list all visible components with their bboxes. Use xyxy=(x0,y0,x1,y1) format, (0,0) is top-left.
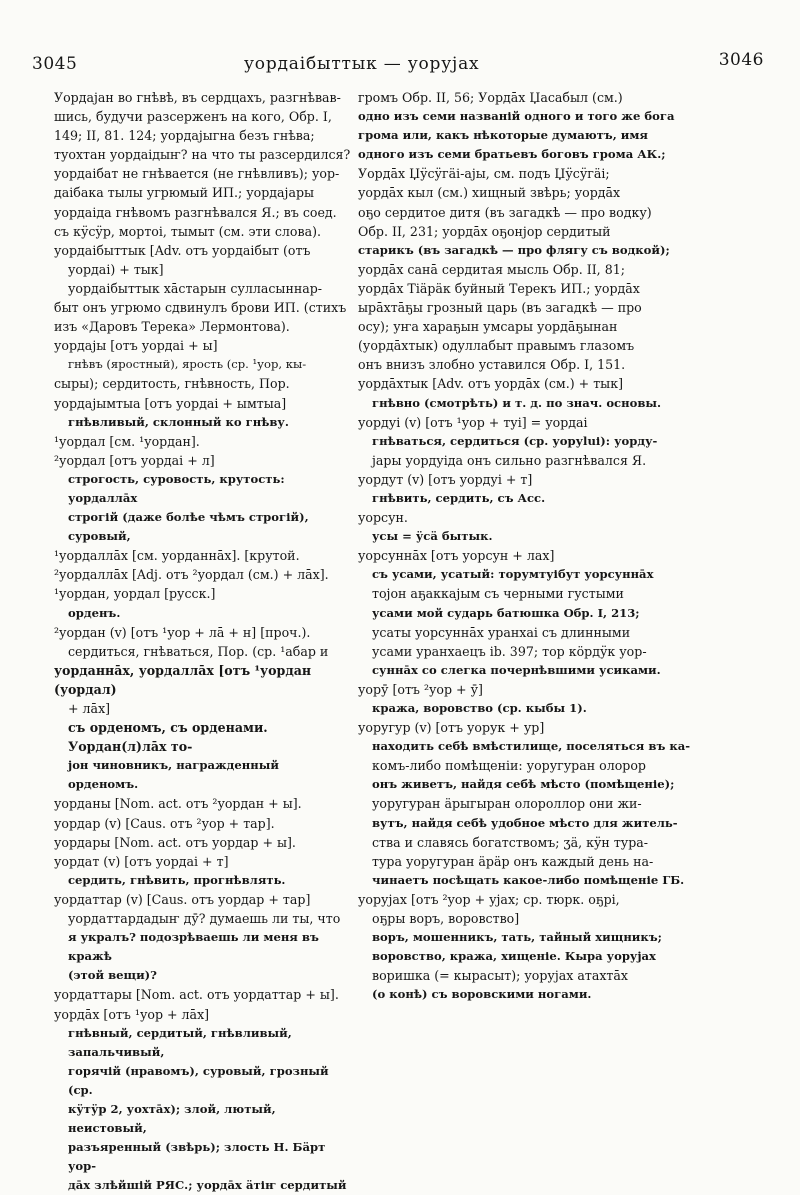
right-line: Обр. II, 231; уордāх оҕонjор сердитый xyxy=(358,223,611,239)
left-line: даібака тылы угрюмый ИП.; уордаjары xyxy=(54,185,315,201)
left-line: уордаттардадыҥ дӯ? думаешь ли ты, что xyxy=(68,911,341,927)
right-line: съ усами, усатый: торумтуібут уорсуннāх xyxy=(372,567,654,582)
right-page-number: 3046 xyxy=(718,50,764,70)
left-line: сердиться, гнѣваться, Пор. (ср. ¹абар и xyxy=(68,643,329,659)
right-line: гнѣвить, сердить, съ Асс. xyxy=(372,490,546,505)
left-line: съ кӱсӱр, мортоі, тымыт (см. эти слова). xyxy=(54,223,322,239)
left-line: я укралъ? подозрѣваешь ли меня въ кражѣ xyxy=(68,930,319,964)
right-line: тура уоругуран äрäр онъ каждый день на- xyxy=(372,853,654,869)
right-line: (о конѣ) съ воровскими ногами. xyxy=(372,987,592,1002)
right-line: усами уранхаецъ ib. 397; тор кӧрдӱк уор- xyxy=(372,643,647,659)
headword-line: уоруjах [отъ ²уор + уjах; ср. тюрк. оҕрі, xyxy=(358,891,620,907)
headword-line: уордат (v) [отъ уордаі + т] xyxy=(54,853,229,869)
headword-line: уорданнāх, уордаллāх [отъ ¹уордан (уордал) xyxy=(54,662,312,697)
right-line: осу); уҥа хараҕын умсары уордāҕынан xyxy=(358,319,618,335)
right-line: громъ Обр. II, 56; Уордāх Џасабыл (см.) xyxy=(358,90,623,105)
left-line: 149; II, 81. 124; уордаjыгна безъ гнѣва; xyxy=(54,128,315,144)
headword-line: ¹уордаллāх [см. уорданнāх]. [крутой. xyxy=(54,548,300,564)
left-line: (этой вещи)? xyxy=(68,968,157,983)
left-line: сыры); сердитость, гнѣвность, Пор. xyxy=(54,376,290,392)
right-line: уордāх санā сердитая мысль Обр. II, 81; xyxy=(358,261,625,277)
right-line: воровство, кража, хищеніе. Кыра уоруjах xyxy=(372,949,656,964)
left-line: изъ «Даровъ Терека» Лермонтова). xyxy=(54,319,290,335)
running-title: уордаібыттык — уоруjах xyxy=(244,54,480,74)
right-line: суннāх со слегка почернѣвшими усиками. xyxy=(372,662,661,677)
right-line: гнѣвно (смотрѣть) и т. д. по знач. основы. xyxy=(372,395,662,410)
right-line: оҕры воръ, воровство] xyxy=(372,911,520,927)
left-line: съ орденомъ, съ орденами. Уордан(л)лāх то- xyxy=(68,720,268,755)
right-line: jары уордуіда онъ сильно разгнѣвался Я. xyxy=(372,452,647,468)
headword-line: уордāх [отъ ¹уор + лāх] xyxy=(54,1006,210,1022)
headword-line: уордаттары [Nom. act. отъ уордаттар + ы]. xyxy=(54,987,339,1003)
right-column xyxy=(358,88,748,1005)
headword-line: уордаjымтыа [отъ уордаі + ымтыа] xyxy=(54,395,287,411)
right-line: оҕо сердитое дитя (въ загадкѣ — про водку) xyxy=(358,204,652,220)
right-line: уоругуран äрыгыран олороллор они жи- xyxy=(372,796,642,812)
right-line: онъ внизъ злобно уставился Обр. I, 151. xyxy=(358,357,626,373)
right-line: комъ-либо помѣщеніи: уоругуран олорор xyxy=(372,758,646,774)
left-page-number: 3045 xyxy=(32,54,78,74)
left-line: уордаібыттык хāстарын сулласыннар- xyxy=(68,280,323,296)
right-line: ства и славясь богатствомъ; ӡä, кӱн тура- xyxy=(372,834,649,850)
left-line: сердить, гнѣвить, прогнѣвлять. xyxy=(68,872,286,887)
headword-line: уорӯ [отъ ²уор + ӯ] xyxy=(358,681,483,697)
right-line: тоjон аҕаккаjым съ черными густыми xyxy=(372,586,624,602)
left-line: строгость, суровость, крутость: уордаллāх xyxy=(68,471,285,505)
headword-line: ²уордаллāх [Adj. отъ ²уордал (см.) + лāх]. xyxy=(54,567,329,583)
left-line: уордаіда гнѣвомъ разгнѣвался Я.; въ соед. xyxy=(54,204,337,220)
left-line: гнѣвливый, склонный ко гнѣву. xyxy=(68,414,289,429)
right-line: воришка (= кырасыт); уоруjах атахтāх xyxy=(372,968,629,984)
left-line: строгій (даже болѣе чѣмъ строгій), суровый, xyxy=(68,510,309,544)
left-line: гнѣвъ (яростный), ярость (ср. ¹уор, кы- xyxy=(68,357,307,372)
left-line: дāх злѣйшій РЯС.; уордāх äтіҥ сердитый xyxy=(68,1178,347,1193)
headword-line: ¹уордал [см. ¹уордан]. xyxy=(54,433,200,449)
headword-line: ²уордан (v) [отъ ¹уор + лā + н] [проч.). xyxy=(54,624,311,640)
left-line: туохтан уордаідыҥ? на что ты разсердился? xyxy=(54,147,351,163)
right-line: (уордāхтык) одуллабыт правымъ глазомъ xyxy=(358,338,635,354)
headword-line: уоругур (v) [отъ уорук + ур] xyxy=(358,720,545,736)
headword-line: уорсуннāх [отъ уорсун + лах] xyxy=(358,548,555,564)
right-line: усами мой сударь батюшка Обр. I, 213; xyxy=(372,605,640,620)
headword-line: уордары [Nom. act. отъ уордар + ы]. xyxy=(54,834,296,850)
headword-line: ¹уордан, уордал [русск.] xyxy=(54,586,216,602)
right-line: уордāх Тіäрäк буйный Терекъ ИП.; уордāх xyxy=(358,280,640,296)
headword-line: уордар (v) [Caus. отъ ²уор + тар]. xyxy=(54,815,275,831)
right-line: ырāхтāҕы грозный царь (въ загадкѣ — про xyxy=(358,300,642,316)
right-line: находить себѣ вмѣстилище, поселяться въ ка- xyxy=(372,739,691,754)
right-line: гнѣваться, сердиться (ср. уоруluі): уорду- xyxy=(372,433,658,448)
right-line: чинаетъ посѣщать какое-либо помѣщеніе ГБ. xyxy=(372,872,685,887)
left-line: горячій (нравомъ), суровый, грозный (ср. xyxy=(68,1063,329,1097)
left-line: гнѣвный, сердитый, гнѣвливый, запальчивый, xyxy=(68,1025,292,1059)
left-line: + лāх] xyxy=(68,701,111,716)
headword-line: уордаттар (v) [Caus. отъ уордар + тар] xyxy=(54,891,311,907)
right-line: усаты уорсуннāх уранхаі съ длинными xyxy=(372,624,631,640)
left-line: кӱтӱр 2, уохтāх); злой, лютый, неистовый, xyxy=(68,1101,276,1136)
left-line: быт онъ угрюмо сдвинулъ брови ИП. (стихъ xyxy=(54,300,347,316)
right-line: уордāх кыл (см.) хищный звѣрь; уордāх xyxy=(358,185,621,201)
headword-line: уордаібыттык [Adv. отъ уордаібыт (отъ xyxy=(54,242,311,258)
right-line: усы = ӱсӓ бытык. xyxy=(372,529,493,544)
left-line: jон чиновникъ, награжденный орденомъ. xyxy=(68,758,279,792)
left-line: шись, будучи разсерженъ на кого, Обр. I, xyxy=(54,109,332,125)
headword-line: уорданы [Nom. act. отъ ²уордан + ы]. xyxy=(54,796,302,812)
left-line: уордаі) + тык] xyxy=(68,261,164,277)
headword-line: уордут (v) [отъ уордуі + т] xyxy=(358,471,533,487)
left-line: разъяренный (звѣрь); злость Н. Бäрт уор- xyxy=(68,1140,326,1174)
right-line: онъ живетъ, найдя себѣ мѣсто (помѣщеніе); xyxy=(372,777,675,792)
right-line: воръ, мошенникъ, тать, тайный хищникъ; xyxy=(372,930,662,945)
headword-line: уордаjы [отъ уордаі + ы] xyxy=(54,338,218,354)
right-line: одного изъ семи братьевъ боговъ грома АК.; xyxy=(358,147,666,162)
left-line: уордаібат не гнѣвается (не гнѣвливъ); уор- xyxy=(54,166,340,182)
page-header xyxy=(32,50,764,80)
right-line: грома или, какъ нѣкоторые думаютъ, имя xyxy=(358,128,649,143)
right-line: старикъ (въ загадкѣ — про флягу съ водкой); xyxy=(358,242,670,257)
headword-line: уорсун. xyxy=(358,510,408,526)
left-column xyxy=(54,88,352,1195)
left-line: орденъ. xyxy=(68,605,121,620)
right-line: кража, воровство (ср. кыбы 1). xyxy=(372,701,587,715)
headword-line: уордуі (v) [отъ ¹уор + туі] = уордаі xyxy=(358,414,588,430)
left-line: Уордаjан во гнѣвѣ, въ сердцахъ, разгнѣвав- xyxy=(54,90,341,105)
headword-line: ²уордал [отъ уордаі + л] xyxy=(54,452,215,468)
headword-line: уордāхтык [Adv. отъ уордāх (см.) + тык] xyxy=(358,376,623,392)
right-line: Уордāх Џӱсӱгäі-аjы, см. подъ Џӱсӱгäі; xyxy=(358,166,610,182)
right-line: одно изъ семи названій одного и того же бога xyxy=(358,109,675,124)
right-line: вутъ, найдя себѣ удобное мѣсто для житель- xyxy=(372,815,678,830)
